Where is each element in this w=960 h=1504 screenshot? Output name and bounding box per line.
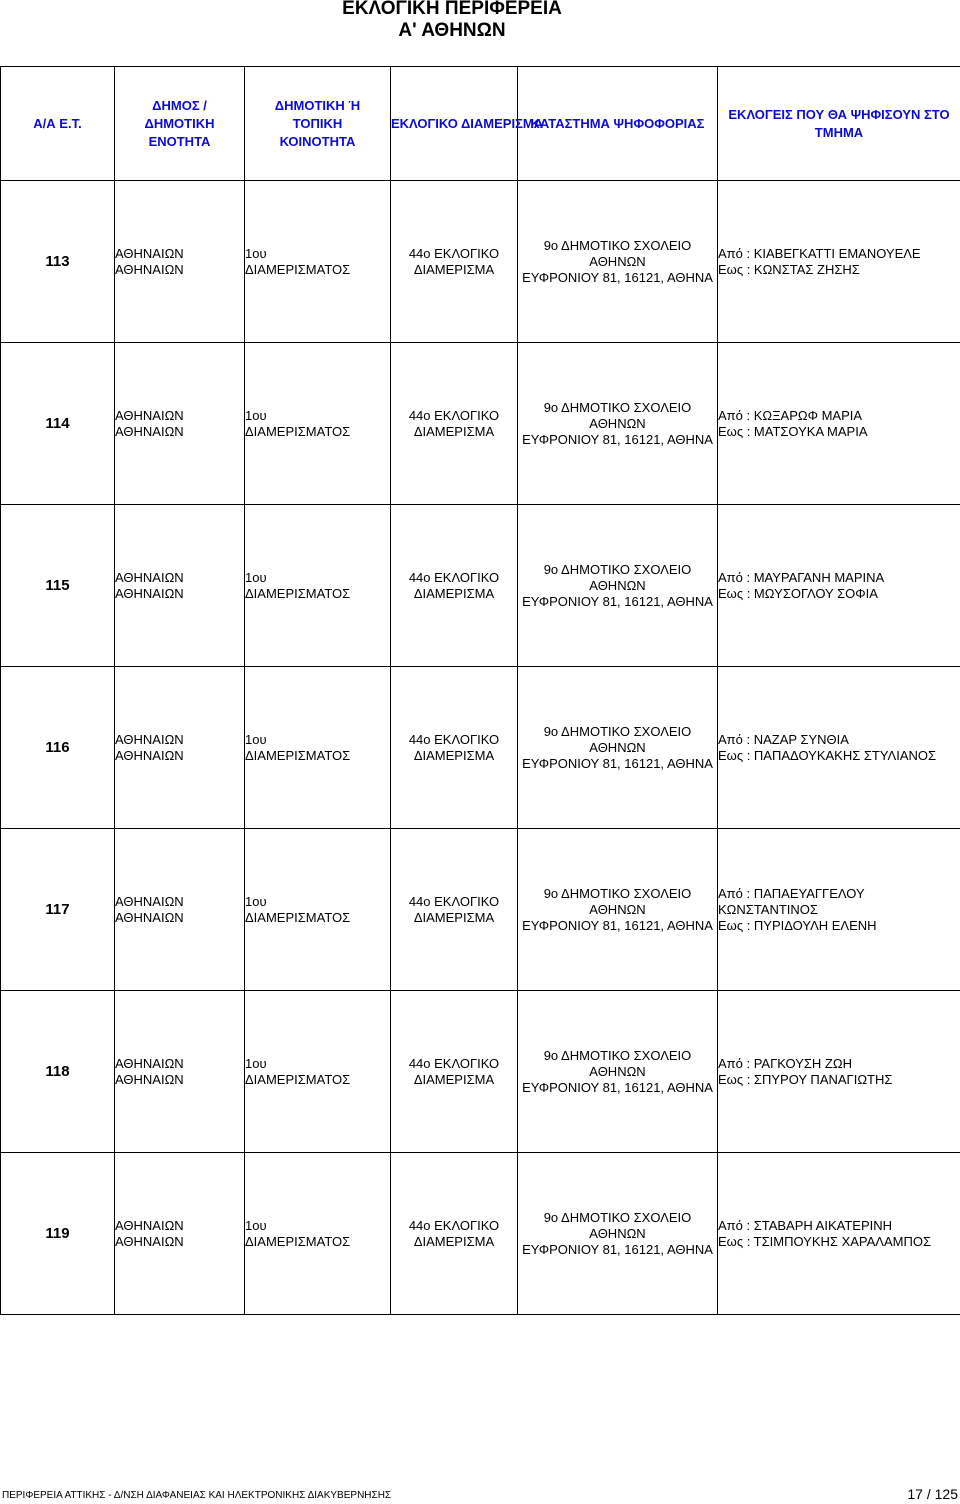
cell-text-line: 44ο ΕΚΛΟΓΙΚΟ — [408, 245, 500, 261]
cell-text-line: 1ου — [245, 1217, 267, 1233]
dimos-cell — [115, 991, 245, 1153]
cell-text-line: Εως : ΤΣΙΜΠΟΥΚΗΣ ΧΑΡΑΛΑΜΠΟΣ — [718, 1233, 932, 1249]
cell-text-line: 9ο ΔΗΜΟΤΙΚΟ ΣΧΟΛΕΙΟ — [543, 723, 692, 739]
katastima-cell — [518, 829, 718, 991]
cell-text-line: ΑΘΗΝΑΙΩΝ — [115, 261, 184, 277]
header-label-line: ΚΑΤΑΣΤΗΜΑ ΨΗΦΟΦΟΡΙΑΣ — [530, 115, 705, 131]
diamerisma-cell — [391, 667, 518, 829]
header-label-line: ΕΝΟΤΗΤΑ — [148, 133, 211, 149]
header-dimos — [115, 67, 245, 181]
cell-text-line: ΑΘΗΝΩΝ — [589, 415, 646, 431]
cell-text-line: 9ο ΔΗΜΟΤΙΚΟ ΣΧΟΛΕΙΟ — [543, 399, 692, 415]
cell-text-line: ΑΘΗΝΑΙΩΝ — [115, 1071, 184, 1087]
cell-text-line: Εως : ΠΥΡΙΔΟΥΛΗ ΕΛΕΝΗ — [718, 917, 877, 933]
cell-text-line: 1ου — [245, 245, 267, 261]
katastima-cell — [518, 667, 718, 829]
dimos-cell — [115, 667, 245, 829]
table-body — [1, 181, 960, 1315]
ekloges-cell — [718, 1153, 960, 1315]
table-row — [1, 991, 960, 1153]
cell-text-line: ΔΙΑΜΕΡΙΣΜΑ — [413, 1233, 495, 1249]
koinotita-cell — [245, 991, 391, 1153]
ekloges-cell — [718, 505, 960, 667]
table-row — [1, 181, 960, 343]
footer-department: ΠΕΡΙΦΕΡΕΙΑ ΑΤΤΙΚΗΣ - Δ/ΝΣΗ ΔΙΑΦΑΝΕΙΑΣ ΚΑΙ ΗΛΕΚΤΡΟΝΙΚΗΣ ΔΙΑΚΥΒΕΡΝΗΣΗΣ — [2, 1490, 392, 1501]
cell-text-line: Από : ΝΑΖΑΡ ΣΥΝΘΙΑ — [718, 731, 849, 747]
cell-text-line: ΑΘΗΝΩΝ — [589, 253, 646, 269]
cell-text-line: 44ο ΕΚΛΟΓΙΚΟ — [408, 569, 500, 585]
koinotita-cell — [245, 343, 391, 505]
cell-text-line: 1ου — [245, 569, 267, 585]
row-number: 118 — [1, 991, 115, 1153]
header-row — [1, 67, 960, 181]
cell-text-line: Εως : ΜΑΤΣΟΥΚΑ ΜΑΡΙΑ — [718, 423, 868, 439]
cell-text-line: 44ο ΕΚΛΟΓΙΚΟ — [408, 1055, 500, 1071]
cell-text-line: ΔΙΑΜΕΡΙΣΜΑΤΟΣ — [245, 261, 351, 277]
header-label-line: ΔΗΜΟΣ / — [152, 97, 207, 113]
table-row — [1, 343, 960, 505]
page-number: 17 / 125 — [907, 1486, 958, 1502]
cell-text-line: 44ο ΕΚΛΟΓΙΚΟ — [408, 731, 500, 747]
cell-text-line: ΚΩΝΣΤΑΝΤΙΝΟΣ — [718, 901, 818, 917]
cell-text-line: ΑΘΗΝΑΙΩΝ — [115, 1217, 184, 1233]
cell-text-line: ΑΘΗΝΑΙΩΝ — [115, 585, 184, 601]
cell-text-line: Εως : ΣΠΥΡΟΥ ΠΑΝΑΓΙΩΤΗΣ — [718, 1071, 893, 1087]
cell-text-line: ΔΙΑΜΕΡΙΣΜΑΤΟΣ — [245, 423, 351, 439]
header-label-line: ΕΚΛΟΓΕΙΣ ΠΟΥ ΘΑ ΨΗΦΙΣΟΥΝ ΣΤΟ — [728, 106, 950, 122]
cell-text-line: ΕΥΦΡΟΝΙΟΥ 81, 16121, ΑΘΗΝΑ — [522, 431, 713, 447]
katastima-cell — [518, 181, 718, 343]
cell-text-line: 1ου — [245, 1055, 267, 1071]
ekloges-cell — [718, 343, 960, 505]
row-number: 119 — [1, 1153, 115, 1315]
cell-text-line: ΕΥΦΡΟΝΙΟΥ 81, 16121, ΑΘΗΝΑ — [522, 917, 713, 933]
koinotita-cell — [245, 667, 391, 829]
koinotita-cell — [245, 1153, 391, 1315]
cell-text-line: ΑΘΗΝΑΙΩΝ — [115, 407, 184, 423]
ekloges-cell — [718, 829, 960, 991]
dimos-cell — [115, 343, 245, 505]
cell-text-line: ΑΘΗΝΑΙΩΝ — [115, 1055, 184, 1071]
cell-text-line: ΑΘΗΝΑΙΩΝ — [115, 423, 184, 439]
header-koinotita — [245, 67, 391, 181]
header-label-line: ΚΟΙΝΟΤΗΤΑ — [279, 133, 356, 149]
cell-text-line: ΑΘΗΝΑΙΩΝ — [115, 731, 184, 747]
cell-text-line: ΕΥΦΡΟΝΙΟΥ 81, 16121, ΑΘΗΝΑ — [522, 755, 713, 771]
table-row — [1, 505, 960, 667]
cell-text-line: ΕΥΦΡΟΝΙΟΥ 81, 16121, ΑΘΗΝΑ — [522, 593, 713, 609]
cell-text-line: 9ο ΔΗΜΟΤΙΚΟ ΣΧΟΛΕΙΟ — [543, 1047, 692, 1063]
ekloges-cell — [718, 667, 960, 829]
diamerisma-cell — [391, 343, 518, 505]
cell-text-line: ΔΙΑΜΕΡΙΣΜΑ — [413, 909, 495, 925]
table-row — [1, 1153, 960, 1315]
katastima-cell — [518, 1153, 718, 1315]
cell-text-line: ΕΥΦΡΟΝΙΟΥ 81, 16121, ΑΘΗΝΑ — [522, 1079, 713, 1095]
cell-text-line: Από : ΜΑΥΡΑΓΑΝΗ ΜΑΡΙΝΑ — [718, 569, 885, 585]
cell-text-line: ΑΘΗΝΩΝ — [589, 901, 646, 917]
row-number: 113 — [1, 181, 115, 343]
document-title: ΕΚΛΟΓΙΚΗ ΠΕΡΙΦΕΡΕΙΑ — [342, 0, 562, 19]
cell-text-line: ΑΘΗΝΑΙΩΝ — [115, 747, 184, 763]
row-number: 116 — [1, 667, 115, 829]
cell-text-line: ΑΘΗΝΑΙΩΝ — [115, 909, 184, 925]
dimos-cell — [115, 181, 245, 343]
cell-text-line: Από : ΚΙΑΒΕΓΚΑΤΤΙ ΕΜΑΝΟΥΕΛΕ — [718, 245, 921, 261]
header-katastima — [518, 67, 718, 181]
diamerisma-cell — [391, 829, 518, 991]
cell-text-line: ΕΥΦΡΟΝΙΟΥ 81, 16121, ΑΘΗΝΑ — [522, 1241, 713, 1257]
cell-text-line: ΔΙΑΜΕΡΙΣΜΑ — [413, 1071, 495, 1087]
cell-text-line: Από : ΡΑΓΚΟΥΣΗ ΖΩΗ — [718, 1055, 852, 1071]
cell-text-line: Από : ΠΑΠΑΕΥΑΓΓΕΛΟΥ — [718, 885, 865, 901]
cell-text-line: ΔΙΑΜΕΡΙΣΜΑ — [413, 261, 495, 277]
document-subtitle: Α' ΑΘΗΝΩΝ — [398, 20, 506, 41]
table-header — [1, 67, 960, 181]
header-label-line: ΤΟΠΙΚΗ — [292, 115, 343, 131]
cell-text-line: Εως : ΜΩΥΣΟΓΛΟΥ ΣΟΦΙΑ — [718, 585, 878, 601]
cell-text-line: ΔΙΑΜΕΡΙΣΜΑ — [413, 423, 495, 439]
header-label-line: ΔΗΜΟΤΙΚΗ — [144, 115, 215, 131]
cell-text-line: Από : ΚΩΞΑΡΩΦ ΜΑΡΙΑ — [718, 407, 863, 423]
cell-text-line: ΑΘΗΝΩΝ — [589, 1063, 646, 1079]
katastima-cell — [518, 343, 718, 505]
header-ekloges — [718, 67, 960, 181]
header-label-line: ΕΚΛΟΓΙΚΟ ΔΙΑΜΕΡΙΣΜΑ — [391, 115, 544, 131]
cell-text-line: ΔΙΑΜΕΡΙΣΜΑΤΟΣ — [245, 909, 351, 925]
cell-text-line: ΔΙΑΜΕΡΙΣΜΑΤΟΣ — [245, 585, 351, 601]
dimos-cell — [115, 505, 245, 667]
ekloges-cell — [718, 991, 960, 1153]
koinotita-cell — [245, 181, 391, 343]
row-number: 114 — [1, 343, 115, 505]
cell-text-line: ΔΙΑΜΕΡΙΣΜΑ — [413, 747, 495, 763]
diamerisma-cell — [391, 1153, 518, 1315]
cell-text-line: 44ο ΕΚΛΟΓΙΚΟ — [408, 893, 500, 909]
polling-stations-table — [0, 66, 960, 1315]
cell-text-line: ΑΘΗΝΩΝ — [589, 1225, 646, 1241]
cell-text-line: ΑΘΗΝΑΙΩΝ — [115, 245, 184, 261]
cell-text-line: 44ο ΕΚΛΟΓΙΚΟ — [408, 1217, 500, 1233]
cell-text-line: Από : ΣΤΑΒΑΡΗ ΑΙΚΑΤΕΡΙΝΗ — [718, 1217, 893, 1233]
header-label-line: ΔΗΜΟΤΙΚΗ Ή — [274, 97, 361, 113]
header-label-line: ΤΜΗΜΑ — [814, 124, 864, 140]
dimos-cell — [115, 1153, 245, 1315]
ekloges-cell — [718, 181, 960, 343]
cell-text-line: 9ο ΔΗΜΟΤΙΚΟ ΣΧΟΛΕΙΟ — [543, 237, 692, 253]
katastima-cell — [518, 991, 718, 1153]
katastima-cell — [518, 505, 718, 667]
cell-text-line: 1ου — [245, 407, 267, 423]
header-diamerisma — [391, 67, 544, 181]
koinotita-cell — [245, 505, 391, 667]
cell-text-line: ΕΥΦΡΟΝΙΟΥ 81, 16121, ΑΘΗΝΑ — [522, 269, 713, 285]
cell-text-line: ΑΘΗΝΩΝ — [589, 739, 646, 755]
cell-text-line: ΔΙΑΜΕΡΙΣΜΑΤΟΣ — [245, 1233, 351, 1249]
header-aa — [1, 67, 115, 181]
cell-text-line: ΑΘΗΝΑΙΩΝ — [115, 1233, 184, 1249]
cell-text-line: Εως : ΠΑΠΑΔΟΥΚΑΚΗΣ ΣΤΥΛΙΑΝΟΣ — [718, 747, 937, 763]
diamerisma-cell — [391, 505, 518, 667]
row-number: 115 — [1, 505, 115, 667]
dimos-cell — [115, 829, 245, 991]
cell-text-line: ΔΙΑΜΕΡΙΣΜΑ — [413, 585, 495, 601]
cell-text-line: ΔΙΑΜΕΡΙΣΜΑΤΟΣ — [245, 747, 351, 763]
cell-text-line: ΑΘΗΝΑΙΩΝ — [115, 893, 184, 909]
cell-text-line: 9ο ΔΗΜΟΤΙΚΟ ΣΧΟΛΕΙΟ — [543, 885, 692, 901]
table-row — [1, 829, 960, 991]
cell-text-line: 9ο ΔΗΜΟΤΙΚΟ ΣΧΟΛΕΙΟ — [543, 561, 692, 577]
table-row — [1, 667, 960, 829]
diamerisma-cell — [391, 181, 518, 343]
diamerisma-cell — [391, 991, 518, 1153]
cell-text-line: Εως : ΚΩΝΣΤΑΣ ΖΗΣΗΣ — [718, 261, 860, 277]
cell-text-line: ΑΘΗΝΩΝ — [589, 577, 646, 593]
cell-text-line: ΔΙΑΜΕΡΙΣΜΑΤΟΣ — [245, 1071, 351, 1087]
cell-text-line: 44ο ΕΚΛΟΓΙΚΟ — [408, 407, 500, 423]
header-label-line: Α/Α Ε.Τ. — [33, 115, 82, 131]
row-number: 117 — [1, 829, 115, 991]
cell-text-line: ΑΘΗΝΑΙΩΝ — [115, 569, 184, 585]
cell-text-line: 1ου — [245, 893, 267, 909]
cell-text-line: 1ου — [245, 731, 267, 747]
cell-text-line: 9ο ΔΗΜΟΤΙΚΟ ΣΧΟΛΕΙΟ — [543, 1209, 692, 1225]
koinotita-cell — [245, 829, 391, 991]
